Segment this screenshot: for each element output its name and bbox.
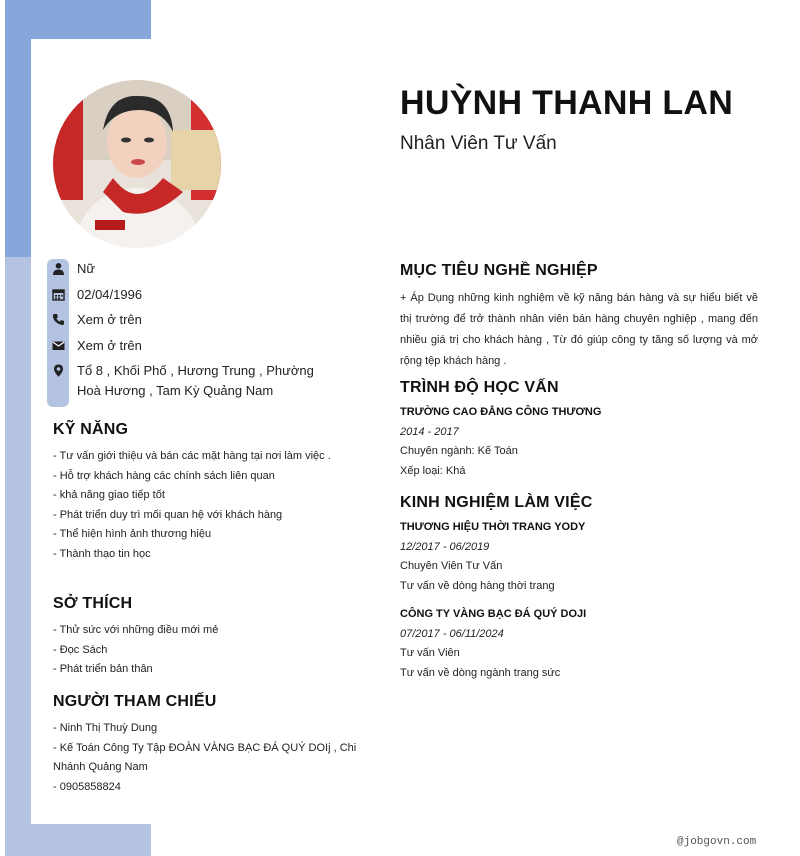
skill-item: - Tư vấn giới thiệu và bán các mặt hàng tại nơi làm việc . xyxy=(53,450,331,462)
email-icon xyxy=(52,339,65,352)
birthday-text: 02/04/1996 xyxy=(77,287,143,302)
info-birthday xyxy=(47,285,337,310)
info-address xyxy=(47,361,337,401)
info-gender xyxy=(47,259,337,285)
experience-entry xyxy=(400,605,770,683)
reference-item: - Ninh Thị Thuỳ Dung xyxy=(53,722,158,734)
info-phone xyxy=(47,310,337,336)
education-period: 2014 - 2017 xyxy=(400,425,459,438)
job-position: Tư vấn Viên xyxy=(400,647,460,659)
objective-text: + Áp Dụng những kinh nghiệm về kỹ năng bán hàng và sự hiểu biết về thị trường để trở thành nhân viên bán hàng chuyên nghiệp , mang đến nhiều giá trị cho khách hàng , Từ đó giúp công ty tăng số lượng và mở rộng tệp khách hàng . xyxy=(400,292,758,367)
phone-text: Xem ở trên xyxy=(77,312,142,327)
info-email xyxy=(47,336,337,361)
job-description: Tư vấn về dòng hàng thời trang xyxy=(400,579,555,592)
references-heading: NGƯỜI THAM CHIẾU xyxy=(53,693,217,710)
avatar xyxy=(53,80,221,248)
watermark: @jobgovn.com xyxy=(677,836,757,848)
reference-item: - 0905858824 xyxy=(53,780,121,793)
company-name: THƯƠNG HIỆU THỜI TRANG YODY xyxy=(400,521,586,533)
skill-item: - khả năng giao tiếp tốt xyxy=(53,489,165,501)
job-period: 12/2017 - 06/2019 xyxy=(400,540,490,553)
email-text: Xem ở trên xyxy=(77,338,142,353)
personal-info xyxy=(47,259,337,401)
experience-entry xyxy=(400,518,770,596)
references-list xyxy=(53,719,358,797)
skills-list xyxy=(53,447,353,564)
hobbies-list xyxy=(53,621,353,680)
education-heading: TRÌNH ĐỘ HỌC VẤN xyxy=(400,379,559,396)
location-icon xyxy=(52,364,65,377)
address-text: Tổ 8 , Khối Phố , Hương Trung , Phường Hoà Hương , Tam Kỳ Quảng Nam xyxy=(77,363,314,398)
hobbies-heading: SỞ THÍCH xyxy=(53,595,133,612)
education-entry xyxy=(400,403,770,481)
school-name: TRƯỜNG CAO ĐẲNG CÔNG THƯƠNG xyxy=(400,406,602,418)
company-name: CÔNG TY VÀNG BẠC ĐÁ QUÝ DOJI xyxy=(400,608,587,620)
skill-item: - Thể hiện hình ảnh thương hiệu xyxy=(53,528,212,540)
hobby-item: - Phát triển bản thân xyxy=(53,663,153,675)
hobby-item: - Thử sức với những điều mới mẻ xyxy=(53,624,219,636)
gender-text: Nữ xyxy=(77,261,96,276)
hobby-item: - Đọc Sách xyxy=(53,643,108,656)
phone-icon xyxy=(52,313,65,326)
experience-heading: KINH NGHIỆM LÀM VIỆC xyxy=(400,494,593,511)
reference-item: - Kế Toán Công Ty Tập ĐOÀN VÀNG BẠC ĐÁ QUÝ DOIj , Chi Nhánh Quảng Nam xyxy=(53,741,357,773)
skill-item: - Phát triển duy trì mối quan hệ với khách hàng xyxy=(53,508,283,521)
education-major: Chuyên ngành: Kế Toán xyxy=(400,445,518,457)
job-description: Tư vấn về dòng ngành trang sức xyxy=(400,666,561,679)
job-position: Chuyên Viên Tư Vấn xyxy=(400,560,503,572)
objective-heading: MỤC TIÊU NGHỀ NGHIỆP xyxy=(400,262,598,279)
candidate-title: Nhân Viên Tư Vấn xyxy=(400,133,557,154)
job-period: 07/2017 - 06/11/2024 xyxy=(400,627,504,640)
calendar-icon xyxy=(52,288,65,301)
skill-item: - Thành thạo tin học xyxy=(53,547,151,560)
education-grade: Xếp loại: Khá xyxy=(400,464,466,477)
skills-heading: KỸ NĂNG xyxy=(53,421,129,438)
person-icon xyxy=(52,262,65,275)
candidate-name: HUỲNH THANH LAN xyxy=(400,84,734,122)
skill-item: - Hỗ trợ khách hàng các chính sách liên quan xyxy=(53,469,275,482)
